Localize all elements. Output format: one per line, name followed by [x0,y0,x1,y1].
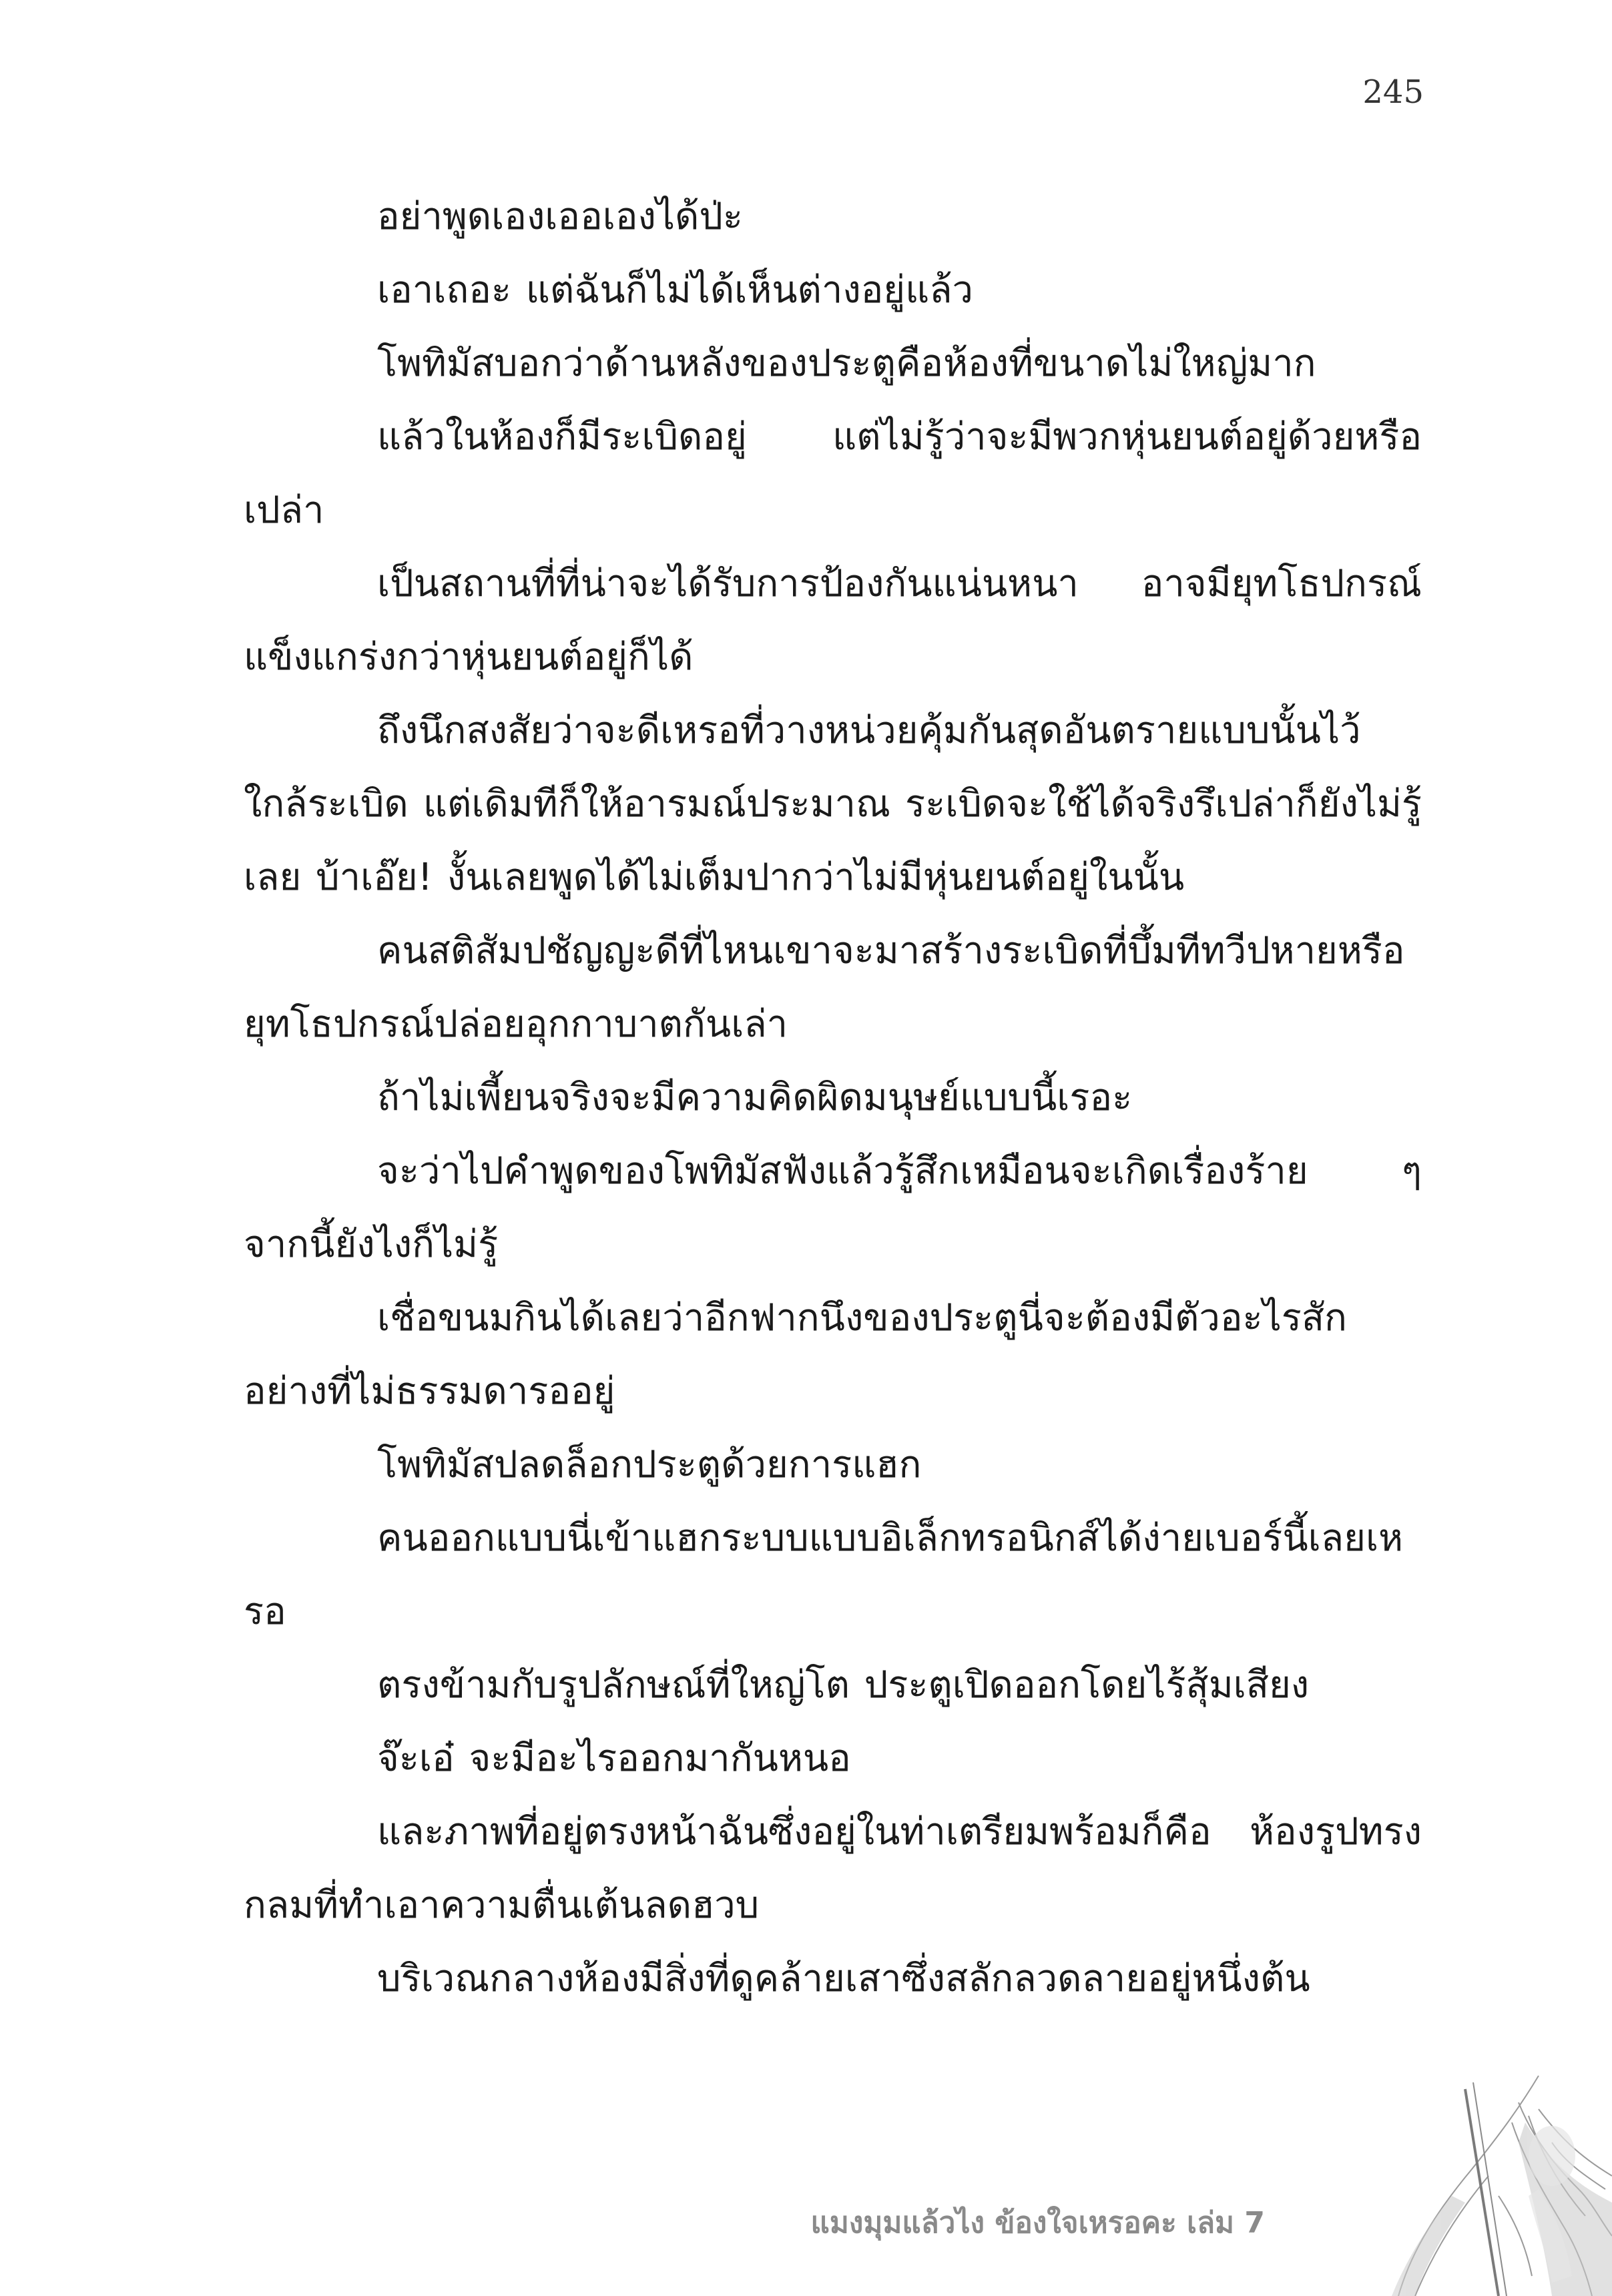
paragraph: แล้วในห้องก็มีระเบิดอยู่ แต่ไม่รู้ว่าจะมีพวกหุ่นยนต์อยู่ด้วยหรือเปล่า [244,415,1422,532]
paragraph: เชื่อขนมกินได้เลยว่าอีกฟากนึงของประตูนี่จะต้องมีตัวอะไรสักอย่างที่ไม่ธรรมดารออยู่ [244,1296,1347,1413]
paragraph: จะว่าไปคำพูดของโพทิมัสฟังแล้วรู้สึกเหมือนจะเกิดเรื่องร้าย ๆ จากนี้ยังไงก็ไม่รู้ [244,1149,1422,1266]
paragraph: บริเวณกลางห้องมีสิ่งที่ดูคล้ายเสาซึ่งสลักลวดลายอยู่หนึ่งต้น [377,1957,1310,2000]
paragraph: จ๊ะเอ๋ จะมีอะไรออกมากันหนอ [377,1737,851,1780]
footer-illustration [1298,2062,1612,2296]
paragraph: ถึงนึกสงสัยว่าจะดีเหรอที่วางหน่วยคุ้มกันสุดอันตรายแบบนั้นไว้ใกล้ระเบิด แต่เดิมทีก็ให้อารมณ์ประมาณ ระเบิดจะใช้ได้จริงรึเปล่าก็ยังไม่รู้เลย บ้าเอ๊ย! งั้นเลยพูดได้ไม่เต็มปากว่าไม่มีหุ่นยนต์อยู่ในนั้น [244,709,1422,899]
paragraph: อย่าพูดเองเออเองได้ป่ะ [377,195,743,238]
paragraph: คนสติสัมปชัญญะดีที่ไหนเขาจะมาสร้างระเบิดที่บึ้มทีทวีปหายหรือยุทโธปกรณ์ปล่อยอุกกาบาตกันเล่า [244,929,1405,1046]
paragraph: ตรงข้ามกับรูปลักษณ์ที่ใหญ่โต ประตูเปิดออกโดยไร้สุ้มเสียง [377,1663,1310,1707]
paragraph: เอาเถอะ แต่ฉันก็ไม่ได้เห็นต่างอยู่แล้ว [377,268,973,312]
paragraph: เป็นสถานที่ที่น่าจะได้รับการป้องกันแน่นหนา อาจมียุทโธปกรณ์แข็งแกร่งกว่าหุ่นยนต์อยู่ก็ได้ [244,562,1422,679]
paragraph: คนออกแบบนี่เข้าแฮกระบบแบบอิเล็กทรอนิกส์ได้ง่ายเบอร์นี้เลยเหรอ [244,1516,1403,1633]
paragraph: โพทิมัสบอกว่าด้านหลังของประตูคือห้องที่ขนาดไม่ใหญ่มาก [377,342,1316,385]
footer-book-title: แมงมุมแล้วไง ข้องใจเหรอคะ เล่ม 7 [810,2206,1265,2240]
page-number: 245 [1362,73,1424,111]
paragraph: โพทิมัสปลดล็อกประตูด้วยการแฮก [377,1443,922,1486]
body-text [244,180,1422,2016]
paragraph: และภาพที่อยู่ตรงหน้าฉันซึ่งอยู่ในท่าเตรียมพร้อมก็คือ ห้องรูปทรงกลมที่ทำเอาความตื่นเต้นลดฮวบ [244,1810,1422,1927]
paragraph: ถ้าไม่เพี้ยนจริงจะมีความคิดผิดมนุษย์แบบนี้เรอะ [377,1076,1133,1119]
